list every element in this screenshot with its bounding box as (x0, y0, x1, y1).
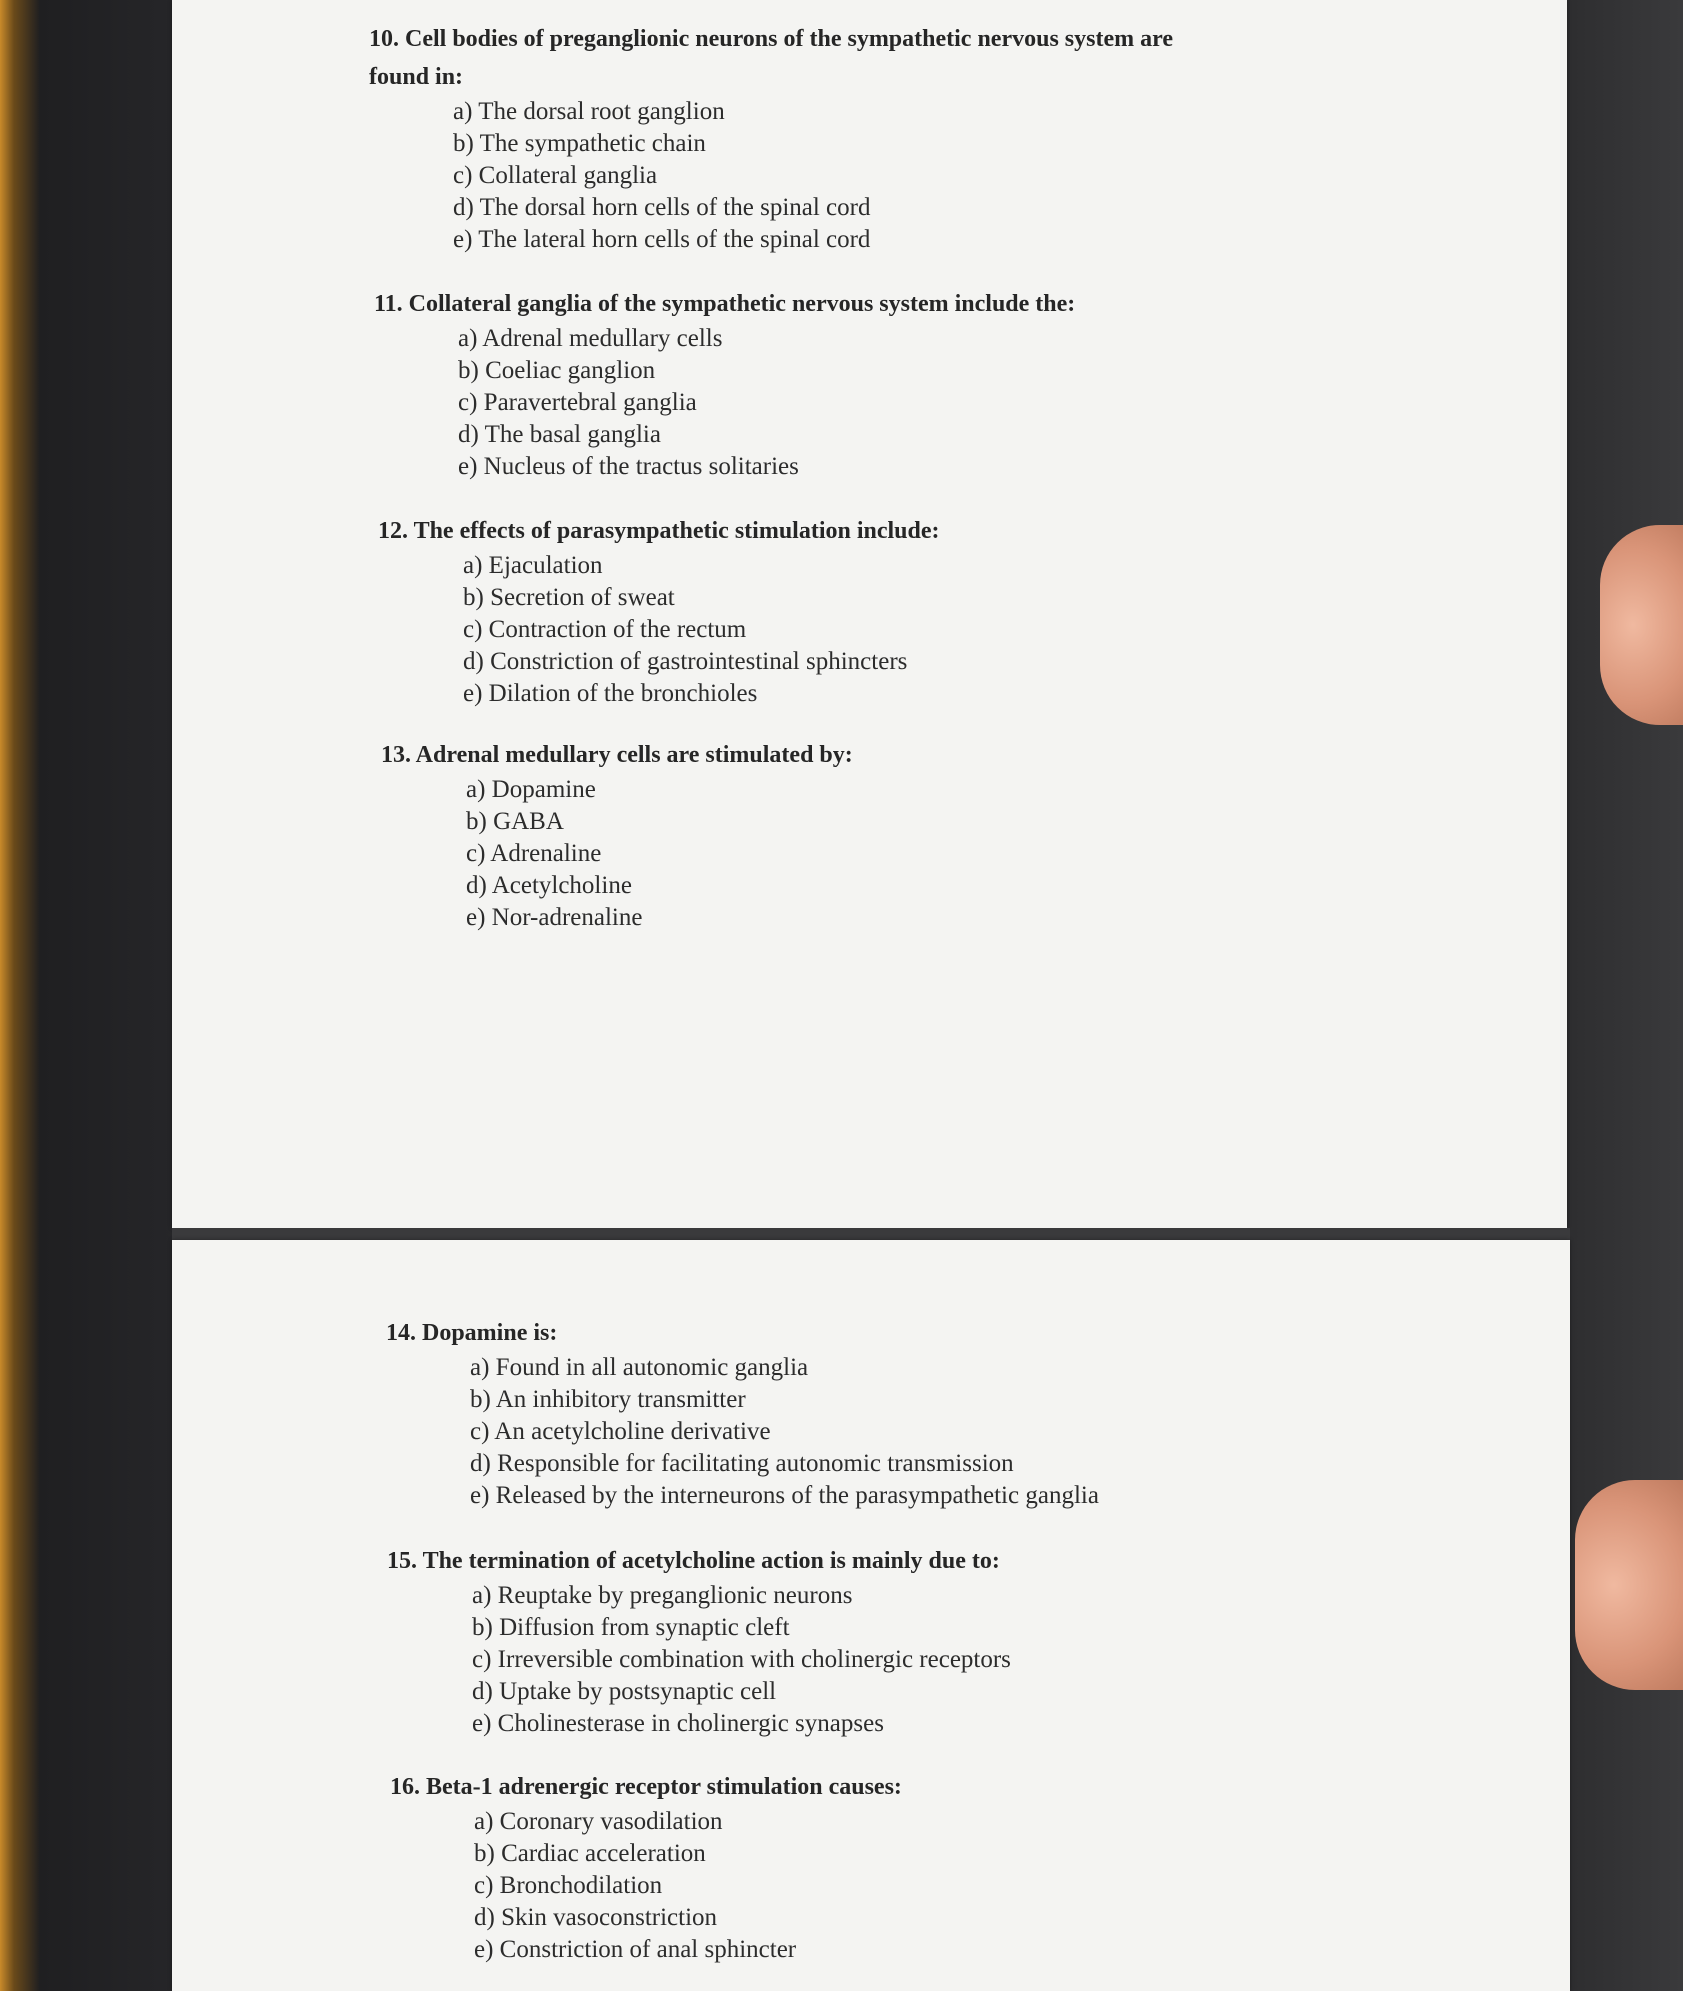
option-e: e) Nucleus of the tractus solitaries (458, 453, 799, 480)
option-d: d) Skin vasoconstriction (474, 1904, 718, 1931)
question-stem: 11. Collateral ganglia of the sympathetic nervous system include the: (374, 291, 1076, 317)
option-b: b) GABA (466, 808, 564, 835)
option-a: a) Reuptake by preganglionic neurons (472, 1582, 853, 1609)
options-list (172, 1580, 1570, 1740)
option-c: c) Adrenaline (466, 840, 602, 867)
background-left (0, 0, 200, 1991)
option-a: a) The dorsal root ganglion (453, 98, 725, 125)
question-stem: 12. The effects of parasympathetic stimulation include: (378, 518, 940, 544)
question-16 (172, 1768, 1570, 1966)
option-a: a) Adrenal medullary cells (458, 325, 723, 352)
option-d: d) The dorsal horn cells of the spinal cord (453, 194, 871, 221)
option-d: d) Uptake by postsynaptic cell (472, 1678, 777, 1705)
options-list (172, 1352, 1570, 1512)
question-12 (172, 512, 1567, 710)
question-15 (172, 1542, 1570, 1740)
option-b: b) Cardiac acceleration (474, 1840, 706, 1867)
options-list (172, 1806, 1570, 1966)
options-list (172, 550, 1567, 710)
option-a: a) Dopamine (466, 776, 596, 803)
question-stem: 10. Cell bodies of preganglionic neurons of the sympathetic nervous system are (369, 26, 1173, 52)
question-stem: 15. The termination of acetylcholine action is mainly due to: (387, 1548, 1000, 1574)
option-a: a) Found in all autonomic ganglia (470, 1354, 809, 1381)
question-13 (172, 736, 1567, 934)
page-separator (172, 1228, 1570, 1240)
option-d: d) The basal ganglia (458, 421, 661, 448)
option-d: d) Responsible for facilitating autonomic transmission (470, 1450, 1014, 1477)
option-d: d) Acetylcholine (466, 872, 632, 899)
question-stem: 13. Adrenal medullary cells are stimulated by: (381, 742, 853, 768)
option-c: c) An acetylcholine derivative (470, 1418, 771, 1445)
option-b: b) The sympathetic chain (453, 130, 706, 157)
question-14 (172, 1314, 1570, 1512)
question-10 (172, 20, 1567, 256)
option-a: a) Coronary vasodilation (474, 1808, 723, 1835)
option-a: a) Ejaculation (463, 552, 603, 579)
option-e: e) Dilation of the bronchioles (463, 680, 758, 707)
document-page-1 (172, 0, 1567, 1228)
options-list (172, 774, 1567, 934)
option-b: b) An inhibitory transmitter (470, 1386, 746, 1413)
option-e: e) Released by the interneurons of the parasympathetic ganglia (470, 1482, 1099, 1509)
option-c: c) Bronchodilation (474, 1872, 663, 1899)
question-stem: 16. Beta-1 adrenergic receptor stimulation causes: (390, 1774, 902, 1800)
option-c: c) Paravertebral ganglia (458, 389, 697, 416)
option-c: c) Collateral ganglia (453, 162, 658, 189)
background-right (1553, 0, 1683, 1991)
document-page-2 (172, 1240, 1570, 1991)
option-b: b) Diffusion from synaptic cleft (472, 1614, 790, 1641)
option-e: e) Nor-adrenaline (466, 904, 643, 931)
question-stem-continued: found in: (369, 64, 464, 90)
finger-top (1600, 525, 1683, 725)
options-list (172, 323, 1567, 483)
option-e: e) The lateral horn cells of the spinal cord (453, 226, 871, 253)
options-list (172, 96, 1567, 256)
option-d: d) Constriction of gastrointestinal sphincters (463, 648, 908, 675)
option-e: e) Cholinesterase in cholinergic synapses (472, 1710, 884, 1737)
option-c: c) Contraction of the rectum (463, 616, 747, 643)
question-stem: 14. Dopamine is: (386, 1320, 558, 1346)
option-c: c) Irreversible combination with cholinergic receptors (472, 1646, 1011, 1673)
option-b: b) Secretion of sweat (463, 584, 675, 611)
question-11 (172, 285, 1567, 483)
finger-bottom (1575, 1480, 1683, 1690)
option-b: b) Coeliac ganglion (458, 357, 656, 384)
option-e: e) Constriction of anal sphincter (474, 1936, 797, 1963)
